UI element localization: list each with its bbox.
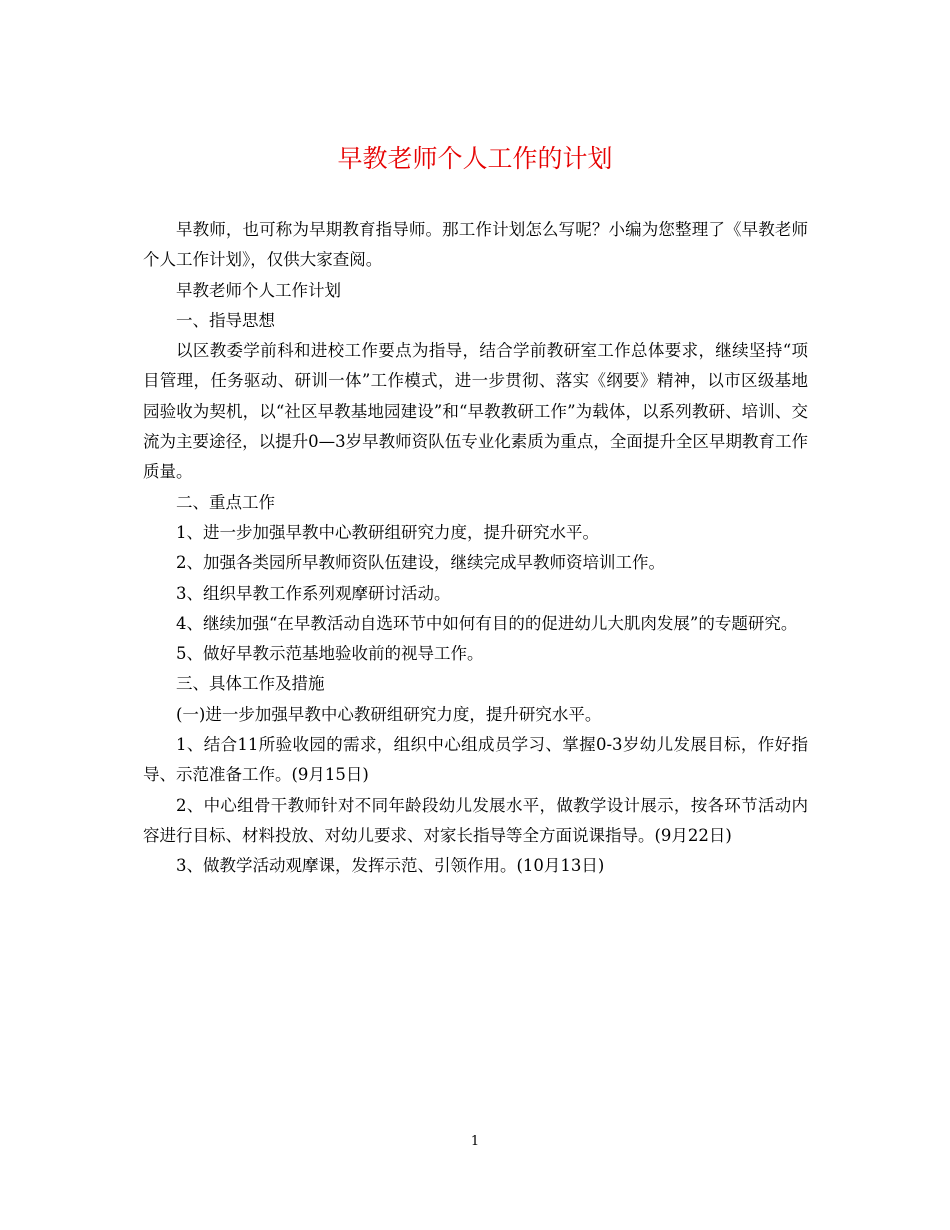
section-heading-guiding-ideology: 一、指导思想 xyxy=(176,310,275,330)
key-work-item: 4、继续加强“在早教活动自选环节中如何有目的的促进幼儿大肌肉发展”的专题研究。 xyxy=(176,613,798,633)
measure-item: 3、做教学活动观摩课，发挥示范、引领作用。(10月13日) xyxy=(176,856,605,876)
document-title: 早教老师个人工作的计划 xyxy=(337,144,613,173)
subsection-heading: (一)进一步加强早教中心教研组研究力度，提升研究水平。 xyxy=(176,704,602,724)
section-heading-measures: 三、具体工作及措施 xyxy=(176,674,325,694)
key-work-item: 2、加强各类园所早教师资队伍建设，继续完成早教师资培训工作。 xyxy=(176,553,665,573)
subtitle-paragraph: 早教老师个人工作计划 xyxy=(176,280,341,300)
page-number: 1 xyxy=(470,1134,480,1149)
intro-paragraph: 早教师，也可称为早期教育指导师。那工作计划怎么写呢？小编为您整理了《早教老师个人工作计划》，仅供大家查阅。 xyxy=(143,220,808,270)
key-work-item: 1、进一步加强早教中心教研组研究力度，提升研究水平。 xyxy=(176,522,599,542)
guiding-ideology-paragraph: 以区教委学前科和进校工作要点为指导，结合学前教研室工作总体要求，继续坚持“项目管理，任务驱动、研训一体”工作模式，进一步贯彻、落实《纲要》精神，以市区级基地园验收为契机，以“社区早教基地园建设”和“早教教研工作”为载体，以系列教研、培训、交流为主要途径，以提升0—3岁早教师资队伍专业化素质为重点，全面提升全区早期教育工作质量。 xyxy=(143,341,808,482)
key-work-item: 3、组织早教工作系列观摩研讨活动。 xyxy=(176,583,451,603)
measure-item: 2、中心组骨干教师针对不同年龄段幼儿发展水平，做教学设计展示，按各环节活动内容进行目标、材料投放、对幼儿要求、对家长指导等全方面说课指导。(9月22日) xyxy=(143,795,808,845)
section-heading-key-work: 二、重点工作 xyxy=(176,492,275,512)
measure-item: 1、结合11所验收园的需求，组织中心组成员学习、掌握0-3岁幼儿发展目标，作好指导、示范准备工作。(9月15日) xyxy=(143,735,808,785)
key-work-item: 5、做好早教示范基地验收前的视导工作。 xyxy=(176,644,484,664)
document-body xyxy=(143,215,808,882)
